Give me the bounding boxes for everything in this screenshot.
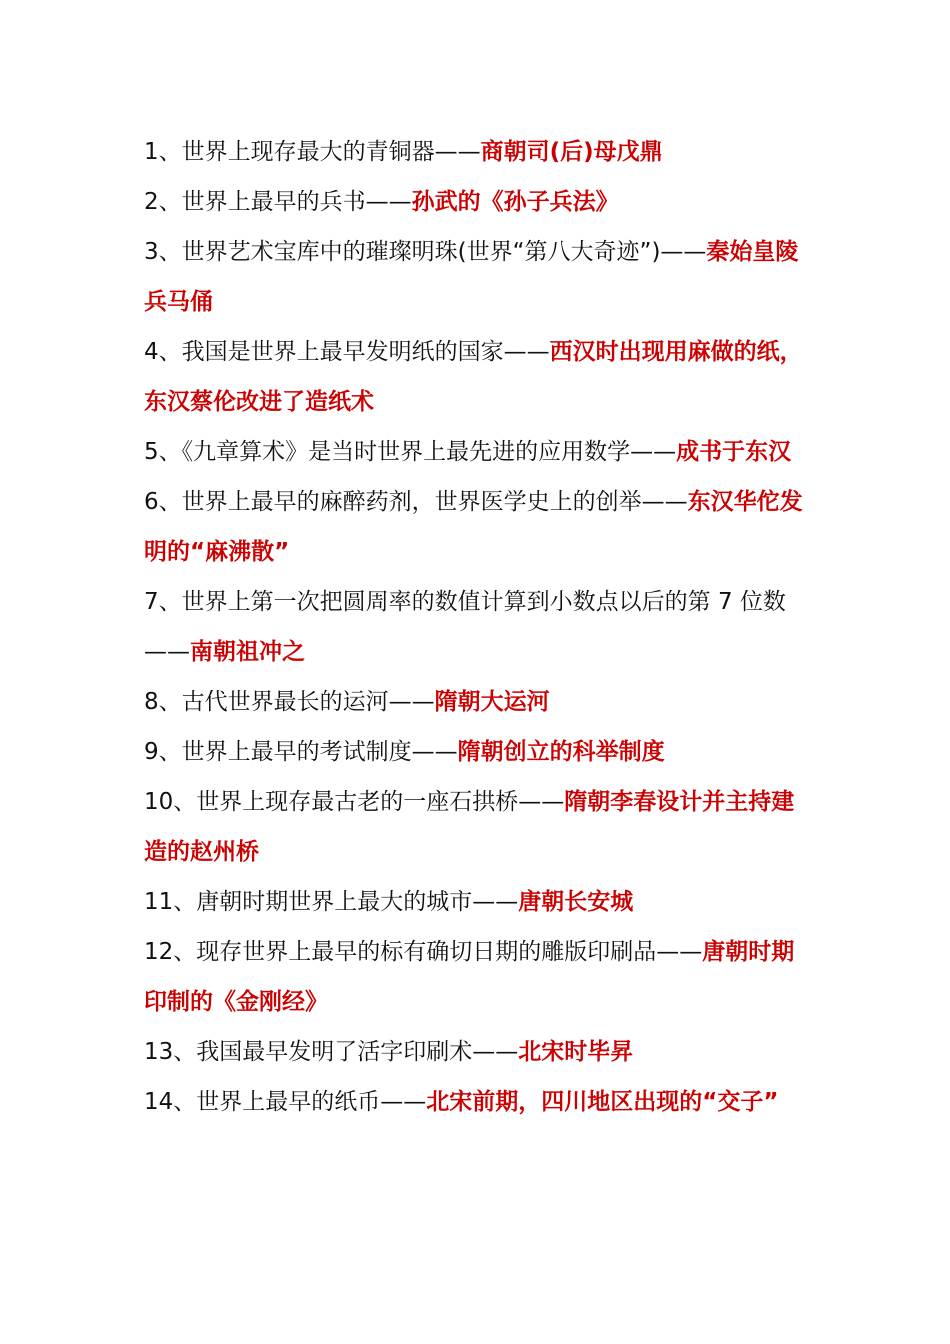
item-question: 7、世界上第一次把圆周率的数值计算到小数点以后的第 7 位数—— — [144, 589, 786, 665]
item-answer: 唐朝时期印制的《金刚经》 — [144, 939, 795, 1015]
list-item — [144, 777, 804, 877]
document-body — [144, 127, 804, 1127]
item-question: 5、《九章算术》是当时世界上最先进的应用数学—— — [144, 439, 677, 465]
list-item — [144, 927, 804, 1027]
list-item — [144, 477, 804, 577]
list-item — [144, 227, 804, 327]
item-answer: 南朝祖冲之 — [190, 639, 305, 665]
list-item — [144, 127, 804, 177]
item-question: 14、世界上最早的纸币—— — [144, 1089, 427, 1115]
item-question: 3、世界艺术宝库中的璀璨明珠(世界“第八大奇迹”)—— — [144, 239, 707, 265]
list-item — [144, 877, 804, 927]
item-answer: 北宋时毕昇 — [518, 1039, 634, 1065]
item-answer: 隋朝大运河 — [434, 689, 550, 715]
list-item — [144, 1027, 804, 1077]
item-question: 13、我国最早发明了活字印刷术—— — [144, 1039, 519, 1065]
item-answer: 唐朝长安城 — [518, 889, 634, 915]
item-question: 1、世界上现存最大的青铜器—— — [144, 139, 481, 165]
item-question: 11、唐朝时期世界上最大的城市—— — [144, 889, 519, 915]
item-question: 2、世界上最早的兵书—— — [144, 189, 412, 215]
item-answer: 北宋前期，四川地区出现的“交子” — [426, 1089, 779, 1115]
list-item — [144, 1077, 804, 1127]
item-answer: 东汉华佗发明的“麻沸散” — [144, 489, 803, 565]
list-item — [144, 727, 804, 777]
list-item — [144, 177, 804, 227]
list-item — [144, 677, 804, 727]
item-question: 9、世界上最早的考试制度—— — [144, 739, 458, 765]
list-item — [144, 577, 804, 677]
list-item — [144, 327, 804, 427]
item-answer: 秦始皇陵兵马俑 — [144, 239, 799, 315]
item-answer: 孙武的《孙子兵法》 — [411, 189, 619, 215]
item-answer: 西汉时出现用麻做的纸，东汉蔡伦改进了造纸术 — [144, 339, 803, 415]
item-question: 10、世界上现存最古老的一座石拱桥—— — [144, 789, 565, 815]
item-question: 12、现存世界上最早的标有确切日期的雕版印刷品—— — [144, 939, 703, 965]
list-item — [144, 427, 804, 477]
item-answer: 隋朝李春设计并主持建造的赵州桥 — [144, 789, 795, 865]
item-question: 8、古代世界最长的运河—— — [144, 689, 435, 715]
item-answer: 成书于东汉 — [676, 439, 792, 465]
item-question: 4、我国是世界上最早发明纸的国家—— — [144, 339, 550, 365]
item-answer: 隋朝创立的科举制度 — [457, 739, 665, 765]
item-answer: 商朝司(后)母戊鼎 — [480, 139, 663, 165]
item-question: 6、世界上最早的麻醉药剂，世界医学史上的创举—— — [144, 489, 688, 515]
